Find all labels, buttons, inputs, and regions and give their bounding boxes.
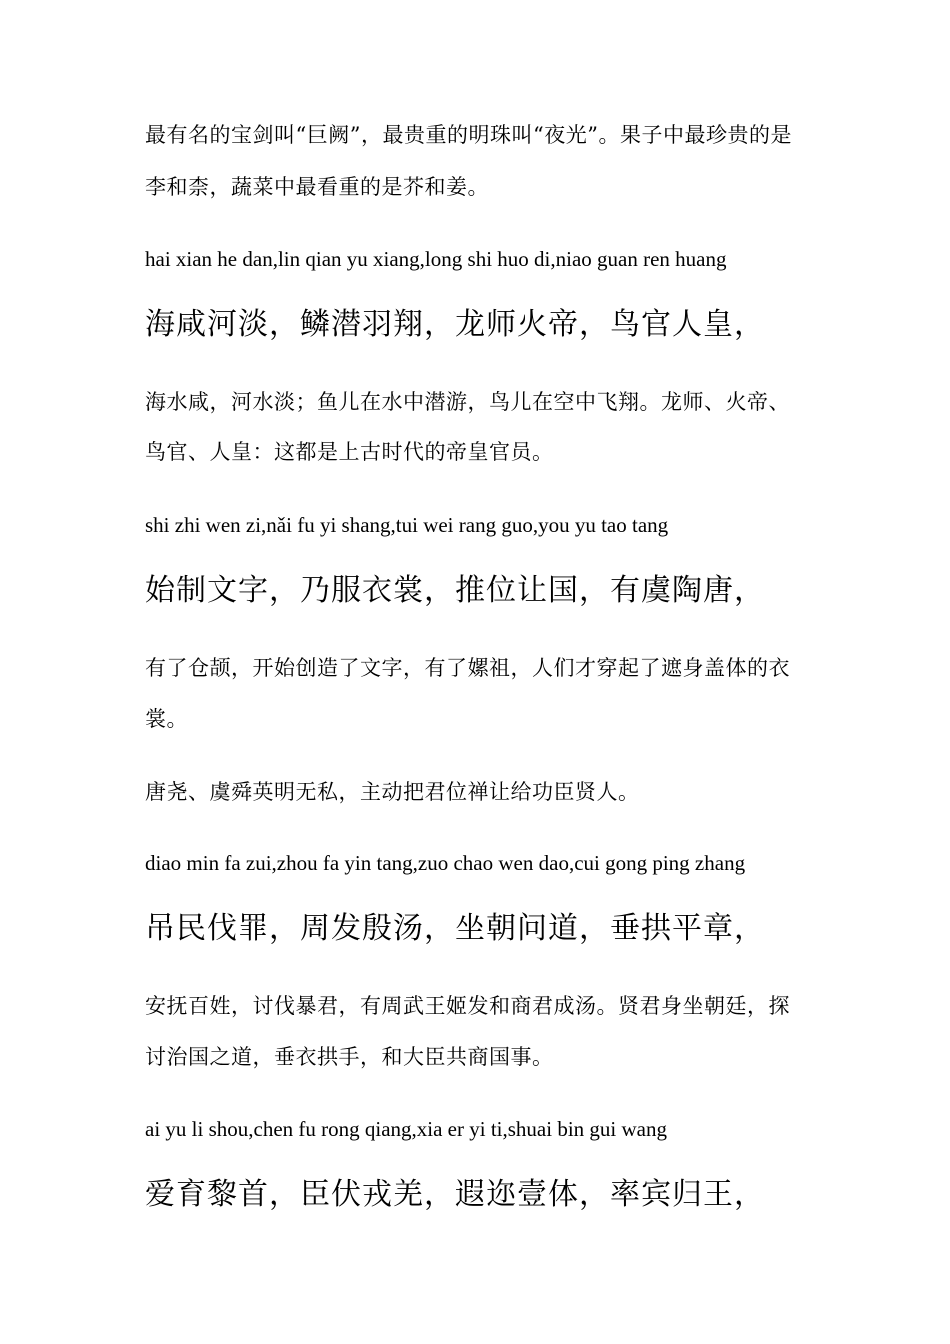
body-line: 李和柰，蔬菜中最看重的是芥和姜。 (145, 175, 489, 199)
verse-line: 爱育黎首，臣伏戎羌，遐迩壹体，率宾归王， (145, 1177, 765, 1212)
body-line: 裳。 (145, 707, 188, 731)
body-line: 鸟官、人皇：这都是上古时代的帝皇官员。 (145, 440, 554, 464)
verse-line: 始制文字，乃服衣裳，推位让国，有虞陶唐， (145, 573, 765, 608)
body-line: 有了仓颉，开始创造了文字，有了嫘祖，人们才穿起了遮身盖体的衣 (145, 656, 790, 680)
pinyin-line: shi zhi wen zi,nǎi fu yi shang,tui wei rang guo,you yu tao tang (145, 513, 669, 537)
body-line: 最有名的宝剑叫“巨阙”，最贵重的明珠叫“夜光”。果子中最珍贵的是 (145, 123, 792, 147)
pinyin-line: diao min fa zui,zhou fa yin tang,zuo chao wen dao,cui gong ping zhang (145, 851, 746, 875)
body-line: 讨治国之道，垂衣拱手，和大臣共商国事。 (145, 1045, 554, 1069)
verse-line: 海咸河淡，鳞潜羽翔，龙师火帝，鸟官人皇， (145, 307, 765, 342)
pinyin-line: ai yu li shou,chen fu rong qiang,xia er yi ti,shuai bin gui wang (145, 1117, 667, 1141)
pinyin-line: hai xian he dan,lin qian yu xiang,long shi huo di,niao guan ren huang (145, 247, 727, 271)
body-line: 海水咸，河水淡；鱼儿在水中潜游，鸟儿在空中飞翔。龙师、火帝、 (145, 390, 790, 414)
body-line: 唐尧、虞舜英明无私，主动把君位禅让给功臣贤人。 (145, 780, 640, 804)
body-line: 安抚百姓，讨伐暴君，有周武王姬发和商君成汤。贤君身坐朝廷，探 (145, 994, 790, 1018)
verse-line: 吊民伐罪，周发殷汤，坐朝问道，垂拱平章， (145, 911, 765, 946)
